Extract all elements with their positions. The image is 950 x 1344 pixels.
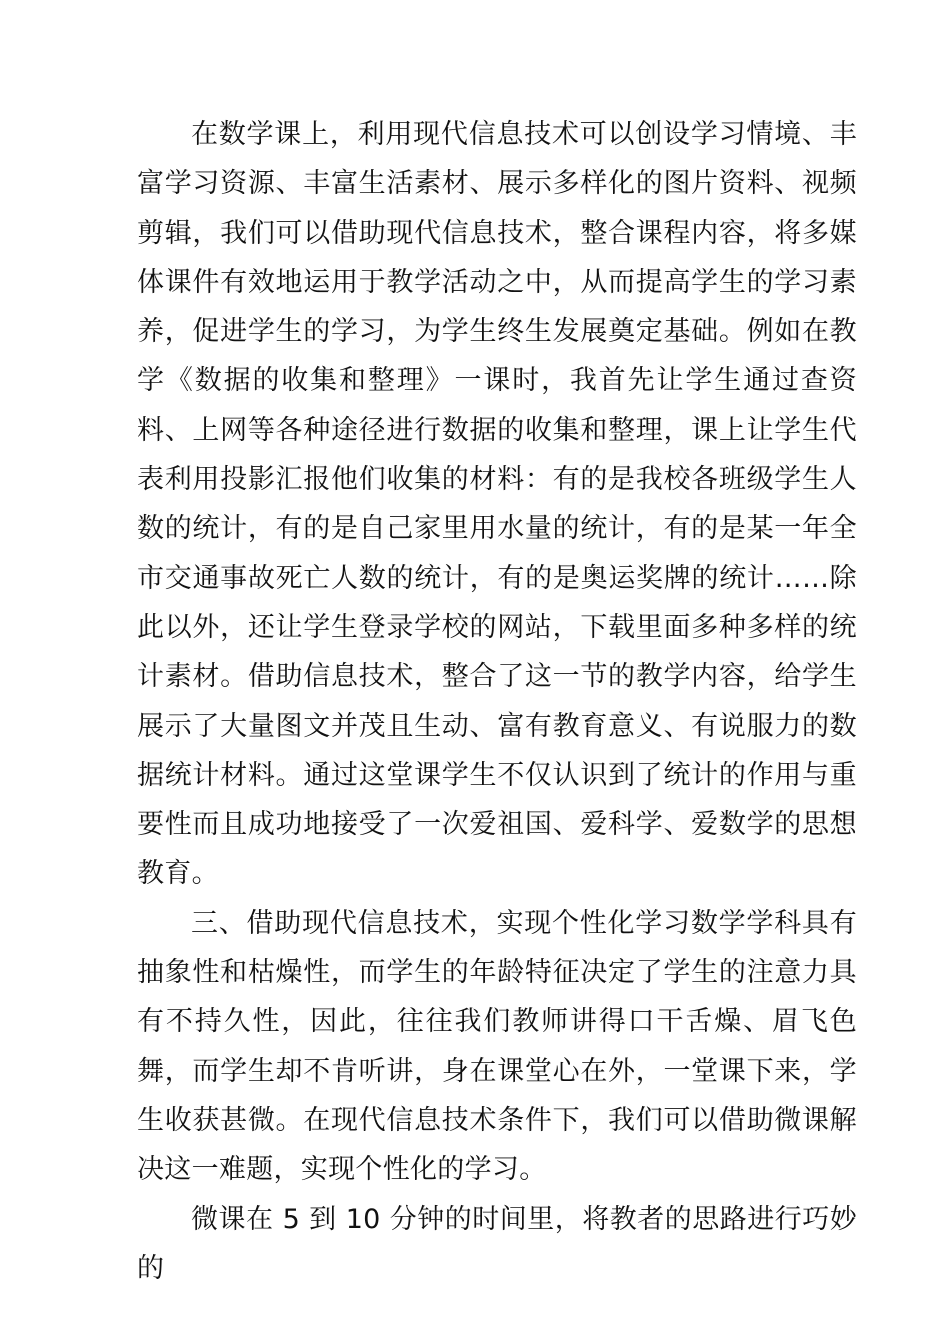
document-body <box>137 110 857 1293</box>
paragraph-3: 微课在 5 到 10 分钟的时间里，将教者的思路进行巧妙的 <box>137 1203 857 1284</box>
paragraph-1: 在数学课上，利用现代信息技术可以创设学习情境、丰富学习资源、丰富生活素材、展示多样化的图片资料、视频剪辑，我们可以借助现代信息技术，整合课程内容，将多媒体课件有效地运用于教学活动之中，从而提高学生的学习素养，促进学生的学习，为学生终生发展奠定基础。例如在教学《数据的收集和整理》一课时，我首先让学生通过查资料、上网等各种途径进行数据的收集和整理，课上让学生代表利用投影汇报他们收集的材料：有的是我校各班级学生人数的统计，有的是自己家里用水量的统计，有的是某一年全市交通事故死亡人数的统计，有的是奥运奖牌的统计……除此以外，还让学生登录学校的网站，下载里面多种多样的统计素材。借助信息技术，整合了这一节的教学内容，给学生展示了大量图文并茂且生动、富有教育意义、有说服力的数据统计材料。通过这堂课学生不仅认识到了统计的作用与重要性而且成功地接受了一次爱祖国、爱科学、爱数学的思想教育。 <box>137 119 857 890</box>
paragraph-2: 三、借助现代信息技术，实现个性化学习数学学科具有抽象性和枯燥性，而学生的年龄特征决定了学生的注意力具有不持久性，因此，往往我们教师讲得口干舌燥、眉飞色舞，而学生却不肯听讲，身在课堂心在外，一堂课下来，学生收获甚微。在现代信息技术条件下，我们可以借助微课解决这一难题，实现个性化的学习。 <box>137 907 857 1186</box>
